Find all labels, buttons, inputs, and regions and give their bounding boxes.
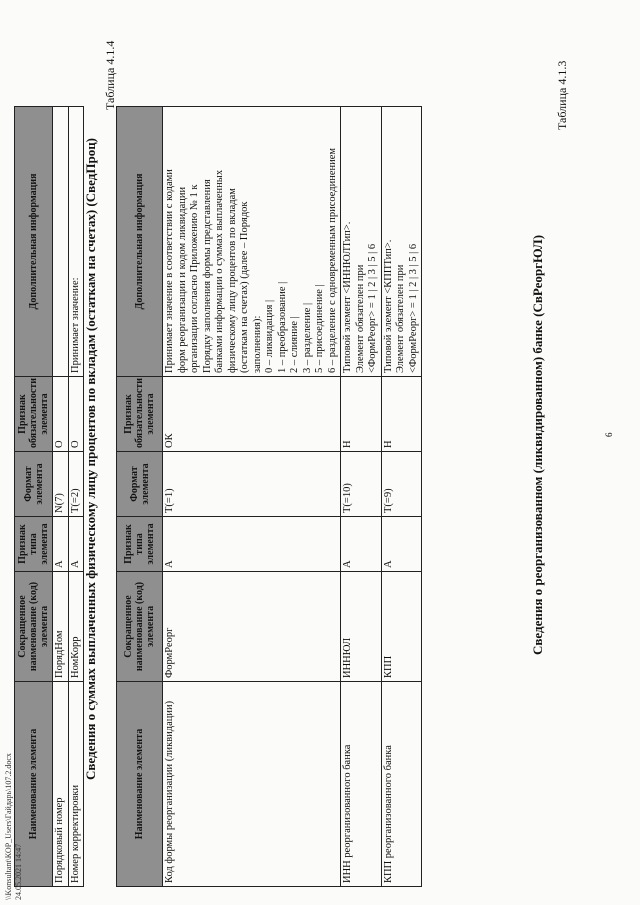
info-line: заполнения): [251,315,263,373]
cell-required: ОК [163,377,341,452]
cell-format: T(=9) [381,452,422,517]
info-line: Элемент обязателен при [354,264,366,373]
cell-name: Номер корректировки [68,682,84,887]
info-line: 1 – преобразование | [276,281,288,373]
info-line: 3 – разделение | [301,302,313,373]
table1-header-code: Сокращенное наименование (код) элемента [117,572,163,682]
table2-header-row [15,107,53,887]
table2-header-type: Признак типа элемента [15,517,53,572]
cell-format: N(7) [53,452,69,517]
info-line: <ФормРеорг> = 1 | 2 | 3 | 5 | 6 [407,243,419,373]
info-line: 6 – разделение с одновременным присоединением [326,147,338,373]
table2-header-name: Наименование элемента [15,682,53,887]
cell-code: ИННЮЛ [341,572,382,682]
info-line: Принимает значение в соответствии с кодами [164,169,175,373]
info-line: банками информации о суммах выплаченных [214,169,225,373]
cell-type: А [163,517,341,572]
table1-header-info: Дополнительная информация [117,107,163,377]
cell-code: ФормРеорг [163,572,341,682]
table1-header-required: Признак обязательности элемента [117,377,163,452]
info-line: Элемент обязателен при [395,264,406,373]
cell-info [341,107,382,377]
info-line: (остаткам на счетах) (далее – Порядок [239,201,250,373]
cell-format: T(=2) [68,452,84,517]
info-line: организации согласно Приложению № 1 к [189,184,200,373]
table1-header-row [117,107,163,887]
cell-format: T(=1) [163,452,341,517]
cell-info [381,107,422,377]
table1-header-format: Формат элемента [117,452,163,517]
table-row [68,107,84,887]
table1 [116,106,422,887]
table1-header-type: Признак типа элемента [117,517,163,572]
table1-header-name: Наименование элемента [117,682,163,887]
cell-code: ПорядНом [53,572,69,682]
cell-type: А [53,517,69,572]
cell-name: ИНН реорганизованного банка [341,682,382,887]
cell-required: О [53,377,69,452]
cell-type: А [68,517,84,572]
cell-name: Порядковый номер [53,682,69,887]
info-line: Типовой элемент <ИННЮЛТип>. [342,221,353,373]
info-line: форм реорганизации и кодом ликвидации [176,186,188,373]
cell-required: Н [381,377,422,452]
cell-info: Принимает значение: [68,107,84,377]
table1-heading: Сведения о реорганизованном (ликвидированном) банке (СвРеоргЮЛ) [530,234,545,655]
table-row [53,107,69,887]
cell-info [163,107,341,377]
table2-caption: Таблица 4.1.4 [103,40,117,110]
info-line: Порядку заполнения формы представления [201,179,213,373]
cell-name: Код формы реорганизации (ликвидации) [163,682,341,887]
cell-name: КПП реорганизованного банка [381,682,422,887]
info-line: 5 – присоединение | [314,284,325,373]
cell-required: О [68,377,84,452]
info-line: <ФормРеорг> = 1 | 2 | 3 | 5 | 6 [367,243,378,373]
info-line: физическому лицу процентов по вкладам [226,188,238,373]
cell-format: T(=10) [341,452,382,517]
info-line: 0 – ликвидация | [264,299,275,373]
table2-header-info: Дополнительная информация [15,107,53,377]
table2-header-code: Сокращенное наименование (код) элемента [15,572,53,682]
cell-type: А [341,517,382,572]
cell-code: КПП [381,572,422,682]
footer-timestamp: 24.05.2021 14:47 [14,843,23,900]
table-row [341,107,382,887]
table-row [163,107,341,887]
cell-type: А [381,517,422,572]
table2 [14,106,84,887]
info-line: 2 – слияние | [289,316,300,373]
cell-code: НомКорр [68,572,84,682]
table-row [381,107,422,887]
footer-filepath: \\Konsultant\КОР_Users\Гайдарь\107.2.docx [4,753,13,900]
info-line: Типовой элемент <КППТип>. [382,239,394,373]
cell-info [53,107,69,377]
page-number: 6 [604,432,614,437]
cell-required: Н [341,377,382,452]
table2-header-required: Признак обязательности элемента [15,377,53,452]
table1-caption: Таблица 4.1.3 [555,60,569,130]
table2-header-format: Формат элемента [15,452,53,517]
table2-heading: Сведения о суммах выплаченных физическому лицу процентов по вкладам (остаткам на счетах) (СведПроц) [83,137,98,780]
